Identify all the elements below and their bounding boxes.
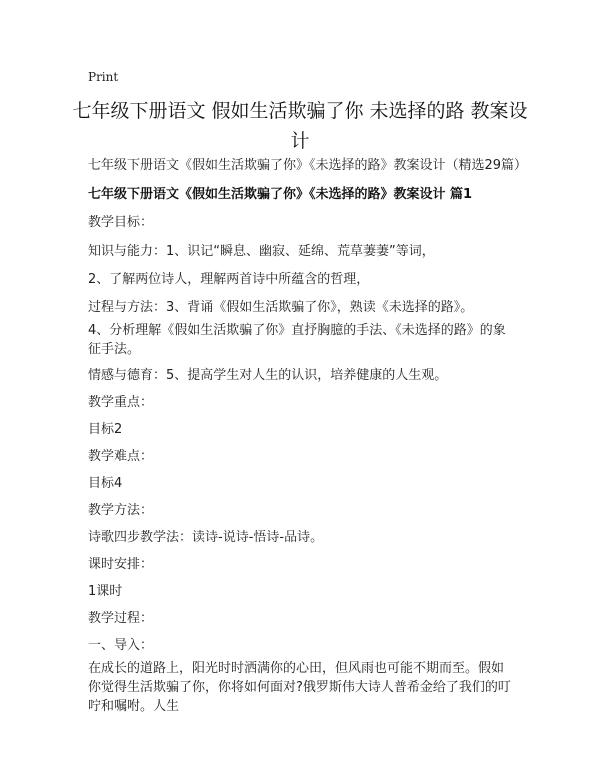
- paragraph-knowledge: 知识与能力：1、识记“瞬息、幽寂、延绵、荒草萋萋”等词，: [88, 244, 435, 259]
- paragraph-method-value: 诗歌四步教学法：读诗-说诗-悟诗-品诗。: [88, 530, 324, 545]
- paragraph-process-method: 过程与方法：3、背诵《假如生活欺骗了你》，熟读《未选择的路》。: [88, 300, 474, 315]
- paragraph-analysis: 4、分析理解《假如生活欺骗了你》直抒胸臆的手法、《未选择的路》的象征手法。: [88, 323, 506, 357]
- paragraph-understand-poets: 2、了解两位诗人，理解两首诗中所蕴含的哲理，: [88, 272, 370, 287]
- section-heading: 七年级下册语文《假如生活欺骗了你》《未选择的路》教案设计 篇1: [88, 187, 473, 202]
- paragraph-teaching-goals: 教学目标：: [88, 215, 154, 230]
- paragraph-key-points-label: 教学重点：: [88, 395, 154, 410]
- paragraph-schedule-value: 1课时: [88, 584, 123, 599]
- document-subtitle: 七年级下册语文《假如生活欺骗了你》《未选择的路》教案设计（精选29篇）: [88, 158, 528, 173]
- paragraph-difficulties-label: 教学难点：: [88, 449, 154, 464]
- paragraph-difficulties-value: 目标4: [88, 476, 123, 491]
- paragraph-intro-body: 在成长的道路上，阳光时时洒满你的心田，但风雨也可能不期而至。假如你觉得生活欺骗了你，你将如何面对?俄罗斯伟大诗人普希金给了我们的叮咛和嘱咐。人生: [88, 661, 511, 714]
- paragraph-method-label: 教学方法：: [88, 503, 154, 518]
- document-title: 七年级下册语文 假如生活欺骗了你 未选择的路 教案设计: [72, 100, 528, 152]
- paragraph-emotion: 情感与德育：5、提高学生对人生的认识，培养健康的人生观。: [88, 368, 448, 383]
- paragraph-intro-heading: 一、导入：: [88, 638, 154, 653]
- print-label: Print: [88, 70, 119, 84]
- paragraph-schedule-label: 课时安排：: [88, 557, 154, 572]
- paragraph-key-points-value: 目标2: [88, 422, 123, 437]
- paragraph-process-label: 教学过程：: [88, 611, 154, 626]
